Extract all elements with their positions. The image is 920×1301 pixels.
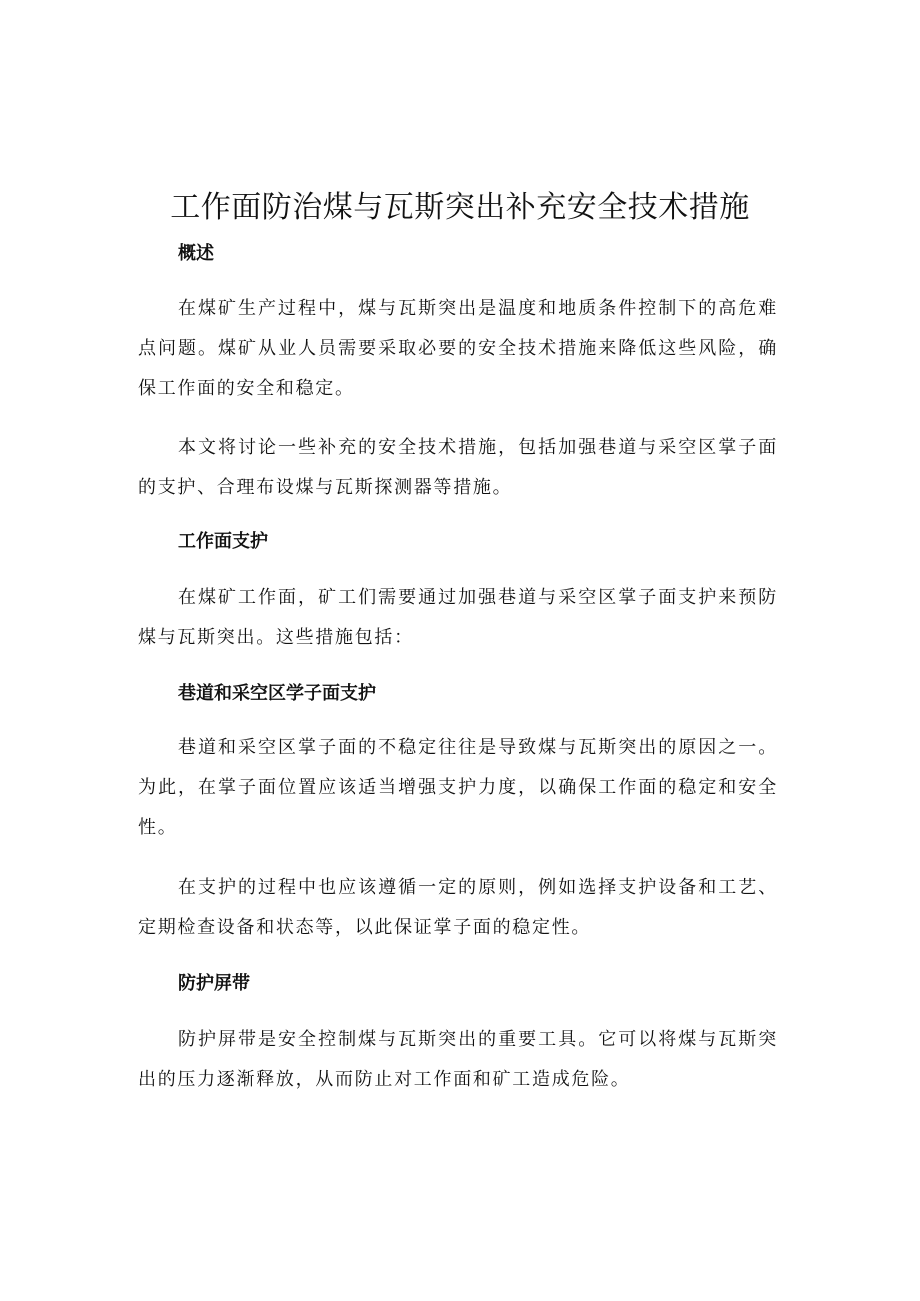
paragraph-protective-screen-1: 防护屏带是安全控制煤与瓦斯突出的重要工具。它可以将煤与瓦斯突出的压力逐渐释放，从而防止对工作面和矿工造成危险。	[138, 1029, 778, 1090]
paragraph-face-support-1: 在煤矿工作面，矿工们需要通过加强巷道与采空区掌子面支护来预防煤与瓦斯突出。这些措施包括：	[138, 587, 778, 648]
paragraph-overview-1: 在煤矿生产过程中，煤与瓦斯突出是温度和地质条件控制下的高危难点问题。煤矿从业人员需要采取必要的安全技术措施来降低这些风险，确保工作面的安全和稳定。	[138, 298, 778, 399]
document-title: 工作面防治煤与瓦斯突出补充安全技术措施	[170, 190, 750, 225]
section-heading-protective-screen: 防护屏带	[178, 973, 250, 994]
paragraph-roadway-support-2: 在支护的过程中也应该遵循一定的原则，例如选择支护设备和工艺、定期检查设备和状态等，以此保证掌子面的稳定性。	[138, 877, 778, 938]
paragraph-overview-2: 本文将讨论一些补充的安全技术措施，包括加强巷道与采空区掌子面的支护、合理布设煤与瓦斯探测器等措施。	[138, 437, 778, 498]
section-heading-face-support: 工作面支护	[178, 531, 268, 552]
paragraph-roadway-support-1: 巷道和采空区掌子面的不稳定往往是导致煤与瓦斯突出的原因之一。为此，在掌子面位置应该适当增强支护力度，以确保工作面的稳定和安全性。	[138, 737, 778, 838]
section-heading-roadway-support: 巷道和采空区学子面支护	[178, 683, 376, 704]
section-heading-overview: 概述	[178, 243, 214, 264]
